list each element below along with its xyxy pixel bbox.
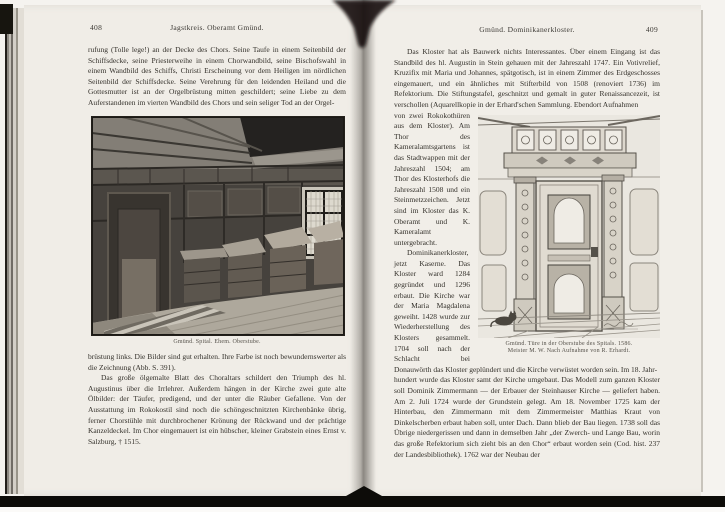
left-running-head <box>88 23 346 37</box>
right-page-edge <box>701 10 703 492</box>
left-header-title: Jagstkreis. Oberamt Gmünd. <box>170 23 264 32</box>
left-page-number: 408 <box>90 23 103 32</box>
left-paragraph-3: Das große ölgemalte Blatt des Choraltars schildert den Triumph des hl. Augustinus über die Irrlehrer. Außerdem hängen in der Kirche zwei gute alte Ölbilder: der Täufer, predigend, und der unter die Räuber Gefallene. Von der Ausstattung im Rokokostil sind noch die schöngeschnitzten Kirchenbänke übrig, ferner Chorstühle mit durchbrochener Krönung der Rückwand und der prächtige Kanzeldeckel. Im Chor eingemauert ist ein hübscher, kleiner Grabstein eines Ernst v. Salzburg, † 1515. <box>88 373 346 446</box>
right-page-number: 409 <box>645 25 658 34</box>
right-paragraph-1: Das Kloster hat als Bauwerk nichts Interessantes. Über einem Eingang ist das Standbild des hl. Augustin in Stein gehauen mit der Jahreszahl 1747. Ein Votivrelief, Kruzifix mit Maria und Johannes, spätgotisch, ist in einem Zimmer des Erdgeschosses eingemauert, und ein ähnliches mit Stifterbild von 1508 (renoviert 1736) im Refektorium. Die Stiftungstafel, geschnitzt und gemalt in guter Renaissancezeit, ist verschollen (Aquarellkopie in der Erhard'schen Sammlung. Ebendort Aufnahmen <box>394 47 660 109</box>
right-figure-caption-line2: Meister M. W. Nach Aufnahme von R. Erhardt. <box>507 348 631 355</box>
scan-corner-mark <box>0 4 13 34</box>
right-paragraph-3: Dominikanerkloster, jetzt Kaserne. Das Kloster ward 1284 gegründet und 1296 erbaut. Die Kirche war der Maria Magdalena geweiht. 1428 wurde zur Wiederherstellung des Klosters gesammelt. 1704 soll nach der Schlacht bei Donauwörth das Kloster geplündert und die Kirche verwüstet worden sein. Im 18. Jahr- <box>394 248 658 374</box>
right-figure-caption-line1: Gmünd. Türe in der Oberstube des Spitals. 1586. <box>505 340 633 347</box>
right-paragraph-2: von zwei Rokokothüren aus dem Kloster). Am Thor des Kameralamtsgartens ist das Stadtwappen mit der Jahreszahl 1504; am Thor des Klosterhofs die Jahreszahl 1508 und ein Steinmetzzeichen. Jetzt sind im Kloster das K. Oberamt und K. Kameralamt untergebracht. <box>394 110 470 247</box>
page-gutter-shadow <box>350 0 376 496</box>
gutter-bottom-wedge <box>346 486 382 496</box>
right-page <box>363 5 701 496</box>
left-page <box>24 5 363 496</box>
book-page-edges <box>5 8 24 494</box>
right-paragraph-4: hundert wurde das Kloster samt der Kirche umgebaut. Das Modell zum ganzen Kloster soll Dominik Zimmermann — der Erbauer der Steinhauser Kirche — geliefert haben. Am 2. Juli 1724 wurde der Grundstein gelegt. Am 18. November 1725 kam der Hinterbau, den Zimmermann mit dem Zimmermeister Matthias Kraut von Dinkelscherben erbaut haben soll, unter Dach. Dann blieb der Bau liegen. 1738 soll das Übrige niedergerissen und dann in demselben Jahr „der Zwerch- und Lange Bau, worin das große Refektorium sich zieht bis an den Chor“ erbaut worden sein (Cod. hist. 237 der Landesbibliothek). 1762 war der Neubau der <box>394 375 660 459</box>
bottom-scan-margin <box>0 507 725 512</box>
gutter-top-wedge <box>328 0 400 54</box>
spital-room-photo <box>91 116 345 336</box>
spital-room-figure <box>91 116 343 347</box>
bottom-scan-band <box>0 496 725 507</box>
right-header-title: Gmünd. Dominikanerkloster. <box>479 25 575 34</box>
left-paragraph-2: brüstung links. Die Bilder sind gut erhalten. Ihre Farbe ist noch bewundernswerter als die Zeichnung (Abb. S. 391). <box>88 352 346 372</box>
door-figure <box>478 115 660 356</box>
door-drawing <box>478 115 660 338</box>
left-paragraph-1: rufung (Tolle lege!) an der Decke des Chors. Seine Taufe in einem Seitenbild der Schiffsdecke, seine Priesterweihe in einem Chorwandbild, seine Bischofswahl in einem Wandbild des Schiffs, Christi Erscheinung vor dem Heiligen im nördlichen Seitenbild der Schiffsdecke. Seine Verehrung für den leidenden Heiland und die Gottesmutter ist an der Orgelbrüstung mitten geschildert; seine Liebe zu dem Auferstandenen im vierten Wandbild des Chors und sein seliger Tod an der Orgel- <box>88 45 346 107</box>
left-figure-caption: Gmünd. Spital. Ehem. Oberstube. <box>173 338 261 345</box>
right-running-head <box>394 25 660 39</box>
